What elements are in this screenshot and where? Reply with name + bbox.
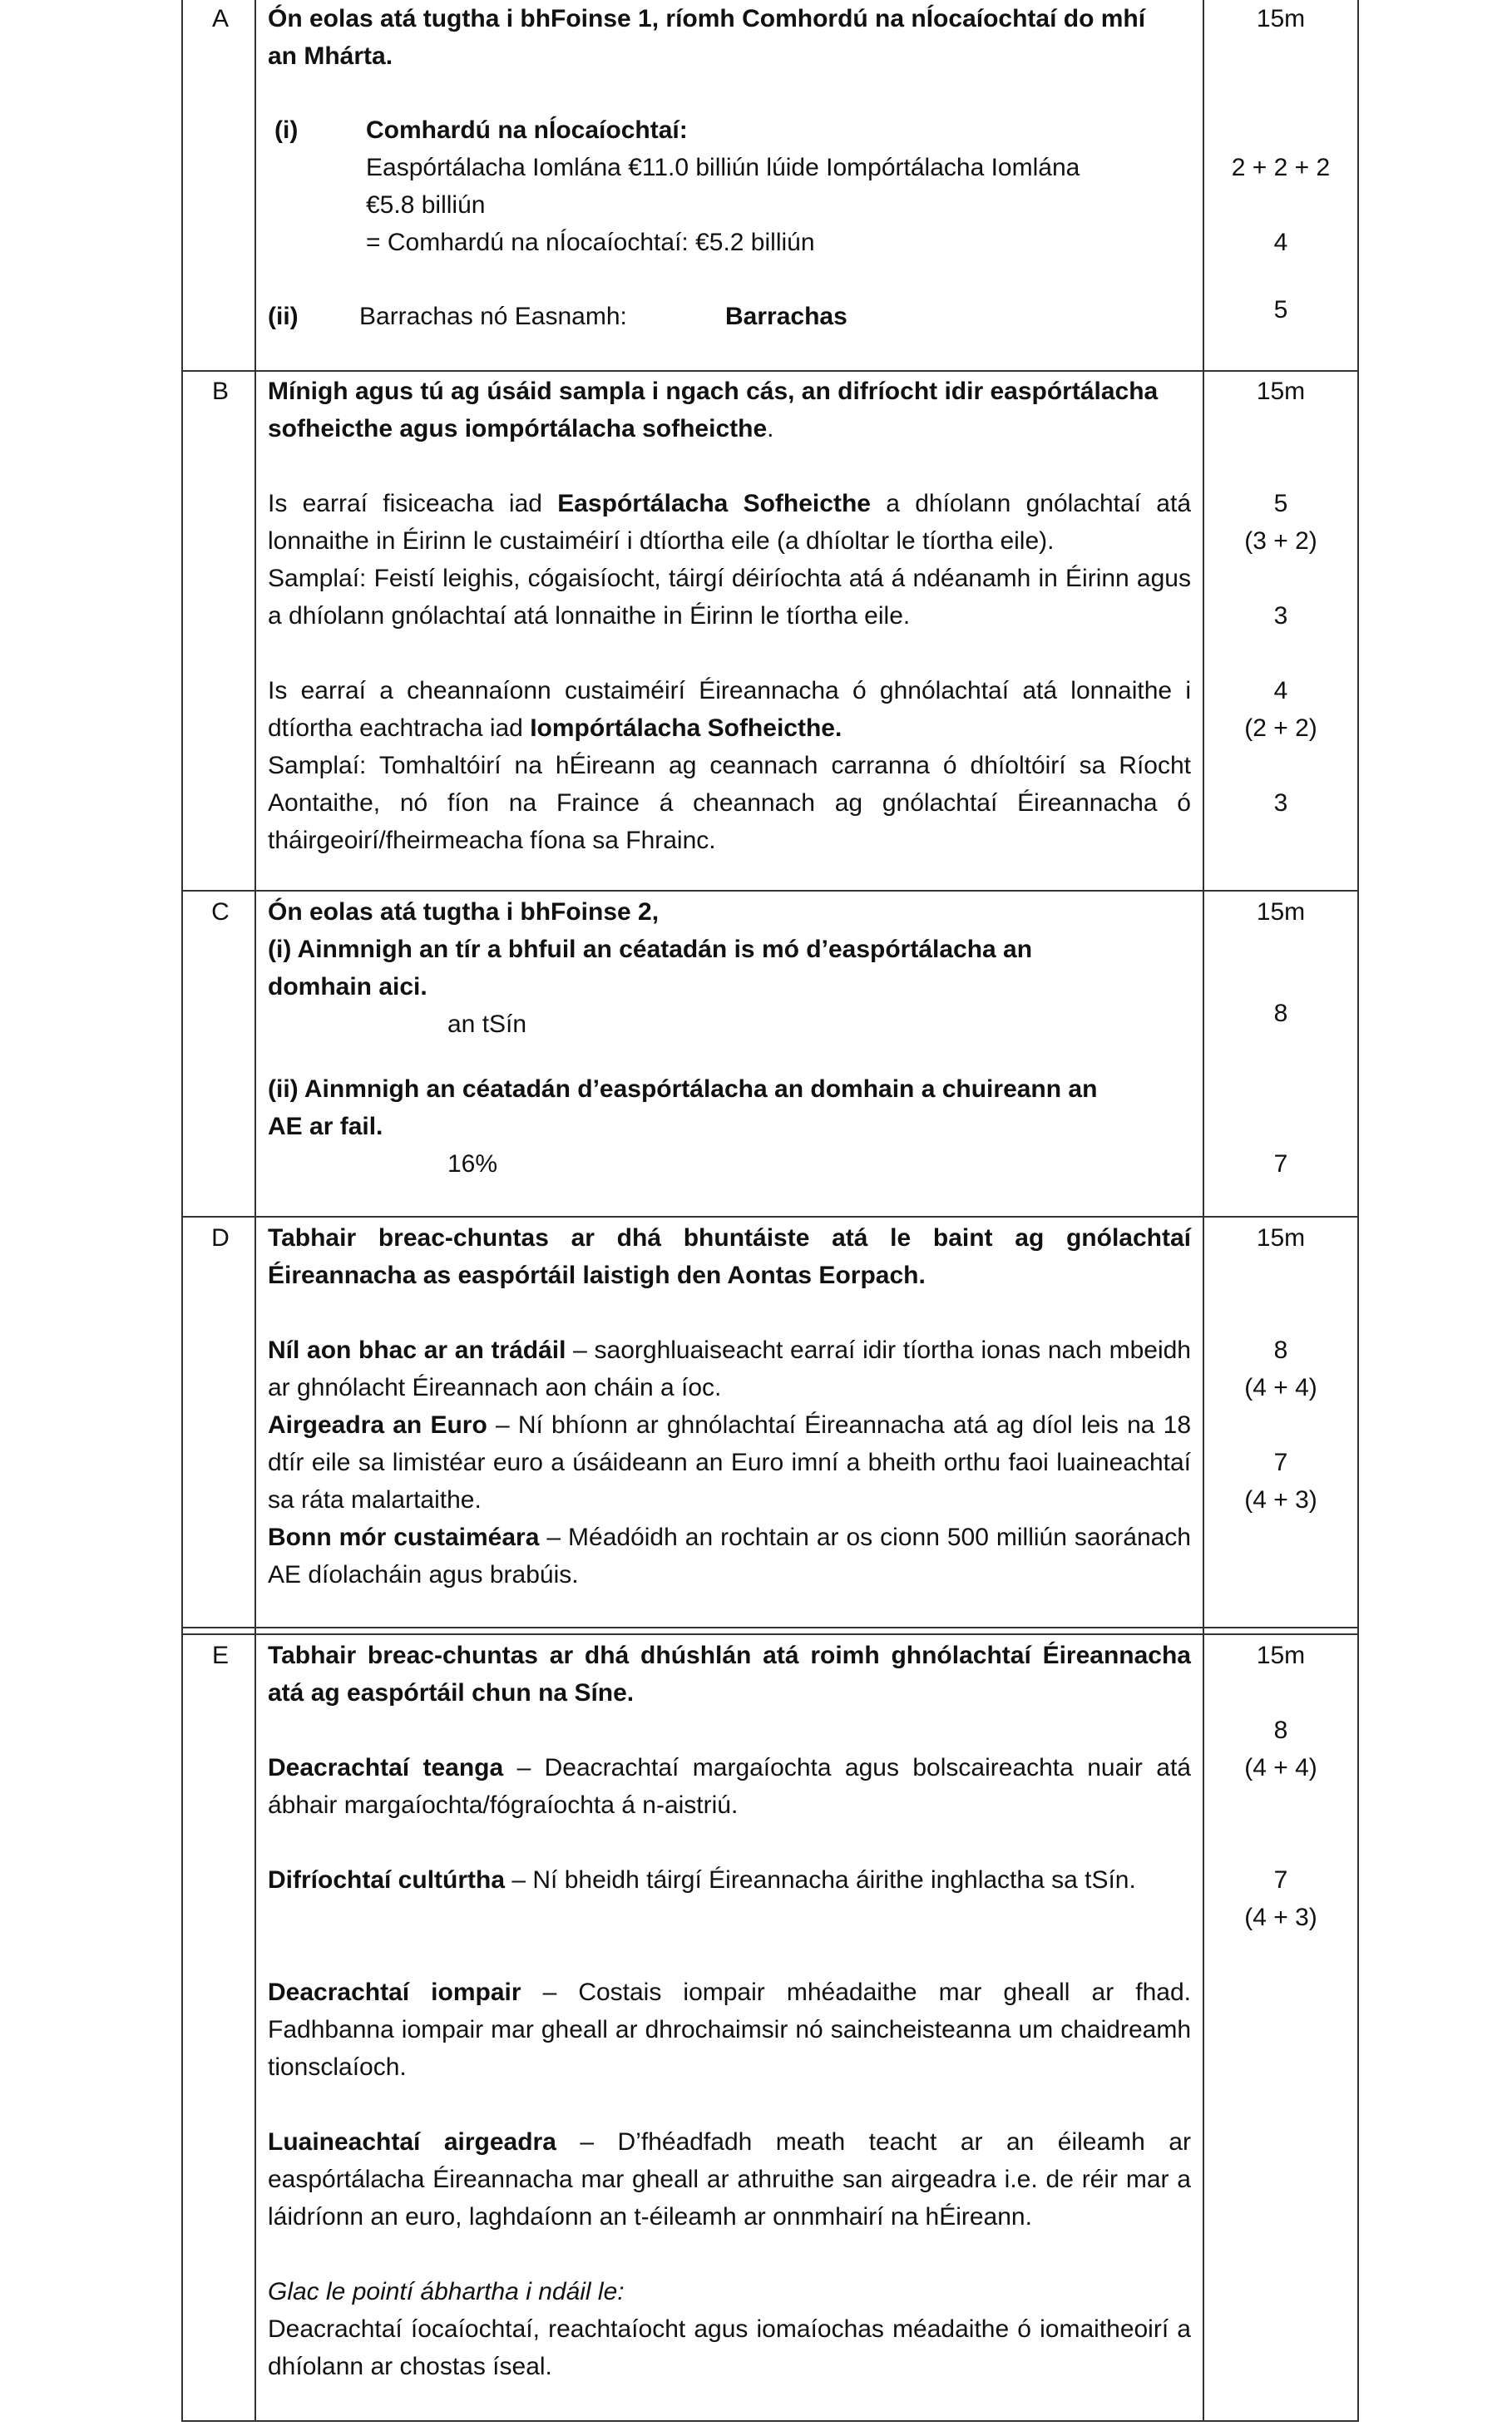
text-run: Is earraí a cheannaíonn custaiméirí Éireannacha ó ghnólachtaí atá lonnaithe i dtíortha eachtracha iad bbox=[268, 677, 1191, 742]
samples-text: Samplaí: Tomhaltóirí na hÉireann ag ceannach carranna ó dhíoltóirí sa Ríocht Aontaithe, nó fíon na Fraince á cheannach ag gnólachtaí Éireannacha ó tháirgeoirí/fheirmeacha fíona sa Fhrainc. bbox=[268, 752, 1191, 854]
question-bold: sofheicthe agus iompórtálacha sofheicthe bbox=[268, 415, 768, 442]
answer-paragraph bbox=[268, 1749, 1191, 1824]
marks-value: (4 + 4) bbox=[1244, 1754, 1317, 1781]
question-line: (ii) Ainmnigh an céatadán d’easpórtálacha an domhain a chuireann an bbox=[268, 1075, 1098, 1103]
row-divider-cd bbox=[181, 1216, 1359, 1218]
marks-value: 5 bbox=[1273, 296, 1288, 324]
section-letter: A bbox=[211, 5, 229, 32]
text-run: – Costais iompair mhéadaithe mar gheall ar fhad. Fadhbanna iompair mar gheall ar dhrochaimsir nó saincheisteanna um chaidreamh tionsclaíoch. bbox=[268, 1979, 1191, 2081]
note-text: Deacrachtaí íocaíochtaí, reachtaíocht agus iomaíochas méadaithe ó iomaitheoirí a dhíolann ar chostas íseal. bbox=[268, 2315, 1191, 2380]
answer-line: = Comhardú na nÍocaíochtaí: €5.2 billiún bbox=[366, 229, 815, 256]
text-run-bold: Easpórtálacha Sofheicthe bbox=[557, 490, 871, 517]
marks-value: 3 bbox=[1273, 789, 1288, 817]
marks-value: 5 bbox=[1273, 490, 1288, 517]
text-run-bold: Níl aon bhac ar an trádáil bbox=[268, 1337, 566, 1364]
marks-value: 3 bbox=[1273, 602, 1288, 630]
answer-value: Barrachas bbox=[725, 303, 847, 330]
text-run: – D’fhéadfadh meath teacht ar an éileamh ar easpórtálacha Éireannacha mar gheall ar athruithe san airgeadra i.e. de réir mar a láidríonn an euro, laghdaíonn an t-éileamh ar onnmhairí na hÉireann. bbox=[268, 2128, 1191, 2231]
text-run: – Ní bhíonn ar ghnólachtaí Éireannacha atá ag díol leis na 18 dtír eile sa limistéar euro a úsáideann an Euro imní a bheith orthu faoi luaineachtaí sa ráta malartaithe. bbox=[268, 1411, 1191, 1514]
answer-paragraph bbox=[268, 1974, 1191, 2086]
marks-value: 7 bbox=[1273, 1449, 1288, 1476]
marks-value: 4 bbox=[1273, 229, 1288, 256]
question-end: . bbox=[767, 415, 774, 442]
question-line: an Mhárta. bbox=[268, 42, 393, 70]
table-divider-marks bbox=[1203, 0, 1204, 2422]
marks-total: 15m bbox=[1256, 898, 1306, 926]
answer-paragraph bbox=[268, 485, 1191, 635]
text-run-bold: Luaineachtaí airgeadra bbox=[268, 2128, 556, 2156]
question-text: Tabhair breac-chuntas ar dhá dhúshlán atá roimh ghnólachtaí Éireannacha atá ag easpórtáil chun na Síne. bbox=[268, 1642, 1191, 1707]
marks-value: (4 + 3) bbox=[1244, 1486, 1317, 1514]
row-divider-de-2 bbox=[181, 1633, 1359, 1635]
section-letter: C bbox=[211, 898, 230, 926]
text-run: – Deacrachtaí margaíochta agus bolscaireachta nuair atá ábhair margaíochta/fógraíochta á n-aistriú. bbox=[268, 1754, 1191, 1819]
answer-paragraph bbox=[268, 672, 1191, 859]
text-run: – Méadóidh an rochtain ar os cionn 500 milliún saoránach AE díolacháin agus brabúis. bbox=[268, 1524, 1191, 1589]
text-run: a dhíolann gnólachtaí atá lonnaithe in Éirinn le custaiméirí i dtíortha eile (a dhíoltar le tíortha eile). bbox=[268, 490, 1191, 555]
text-run-bold: Bonn mór custaiméara bbox=[268, 1524, 540, 1551]
table-border-right bbox=[1357, 0, 1359, 2422]
samples-text: Samplaí: Feistí leighis, cógaisíocht, táirgí déiríochta atá á ndéanamh in Éirinn agus a dhíolann gnólachtaí atá lonnaithe in Éirinn le tíortha eile. bbox=[268, 565, 1191, 630]
table-border-bottom bbox=[181, 2420, 1359, 2422]
marks-value: 8 bbox=[1273, 1000, 1288, 1027]
marks-total: 15m bbox=[1256, 5, 1306, 32]
question-line bbox=[268, 410, 773, 447]
section-letter: B bbox=[211, 378, 229, 405]
question-line: Ón eolas atá tugtha i bhFoinse 2, bbox=[268, 898, 660, 926]
answer-value: 16% bbox=[447, 1150, 498, 1178]
marks-total: 15m bbox=[1256, 1642, 1306, 1669]
marks-total: 15m bbox=[1256, 378, 1306, 405]
marks-value: (2 + 2) bbox=[1244, 714, 1317, 742]
text-run: – Ní bheidh táirgí Éireannacha áirithe inghlactha sa tSín. bbox=[505, 1866, 1136, 1894]
section-letter: E bbox=[211, 1642, 229, 1669]
answer-paragraph bbox=[268, 1332, 1191, 1593]
text-run: – saorghluaiseacht earraí idir tíortha ionas nach mbeidh ar ghnólacht Éireannach aon cháin a íoc. bbox=[268, 1337, 1191, 1401]
marks-value: (4 + 3) bbox=[1244, 1904, 1317, 1931]
answer-line: Barrachas nó Easnamh: bbox=[359, 303, 627, 330]
answer-paragraph bbox=[268, 1861, 1191, 1899]
question-line: domhain aici. bbox=[268, 973, 427, 1001]
marks-value: 7 bbox=[1273, 1866, 1288, 1894]
row-divider-de bbox=[181, 1627, 1359, 1628]
marks-value: (4 + 4) bbox=[1244, 1374, 1317, 1401]
question-line: Mínigh agus tú ag úsáid sampla i ngach cás, an difríocht idir easpórtálacha bbox=[268, 378, 1159, 405]
answer-line: Easpórtálacha Iomlána €11.0 billiún lúide Iompórtálacha Iomlána bbox=[366, 154, 1080, 181]
marks-value: 4 bbox=[1273, 677, 1288, 704]
part-label: (ii) bbox=[268, 303, 299, 330]
answer-value: an tSín bbox=[447, 1010, 527, 1038]
marks-value: 8 bbox=[1273, 1717, 1288, 1744]
text-run-bold: Difríochtaí cultúrtha bbox=[268, 1866, 506, 1894]
question-text: Tabhair breac-chuntas ar dhá bhuntáiste atá le baint ag gnólachtaí Éireannacha as easpórtáil laistigh den Aontas Eorpach. bbox=[268, 1224, 1191, 1289]
text-run-bold: Airgeadra an Euro bbox=[268, 1411, 487, 1439]
section-letter: D bbox=[211, 1224, 230, 1252]
question-line: Ón eolas atá tugtha i bhFoinse 1, ríomh Comhordú na nÍocaíochtaí do mhí bbox=[268, 5, 1146, 32]
table-border-left bbox=[181, 0, 183, 2422]
marks-value: 2 + 2 + 2 bbox=[1231, 154, 1331, 181]
note-heading: Glac le pointí ábhartha i ndáil le: bbox=[268, 2278, 625, 2305]
marks-value: (3 + 2) bbox=[1244, 527, 1317, 555]
marks-value: 7 bbox=[1273, 1150, 1288, 1178]
text-run-bold: Iompórtálacha Sofheicthe. bbox=[530, 714, 842, 742]
answer-paragraph bbox=[268, 2123, 1191, 2236]
marks-value: 8 bbox=[1273, 1337, 1288, 1364]
marks-total: 15m bbox=[1256, 1224, 1306, 1252]
row-divider-bc bbox=[181, 890, 1359, 892]
part-label: (i) bbox=[274, 116, 299, 144]
table-divider-letter bbox=[254, 0, 256, 2422]
question-line: AE ar fail. bbox=[268, 1113, 383, 1140]
text-run: Is earraí fisiceacha iad bbox=[268, 490, 558, 517]
text-run-bold: Deacrachtaí iompair bbox=[268, 1979, 521, 2006]
part-title: Comhardú na nÍocaíochtaí: bbox=[366, 116, 688, 144]
row-divider-ab bbox=[181, 370, 1359, 372]
answer-line: €5.8 billiún bbox=[366, 191, 486, 219]
text-run-bold: Deacrachtaí teanga bbox=[268, 1754, 504, 1781]
question-line: (i) Ainmnigh an tír a bhfuil an céatadán is mó d’easpórtálacha an bbox=[268, 936, 1033, 963]
